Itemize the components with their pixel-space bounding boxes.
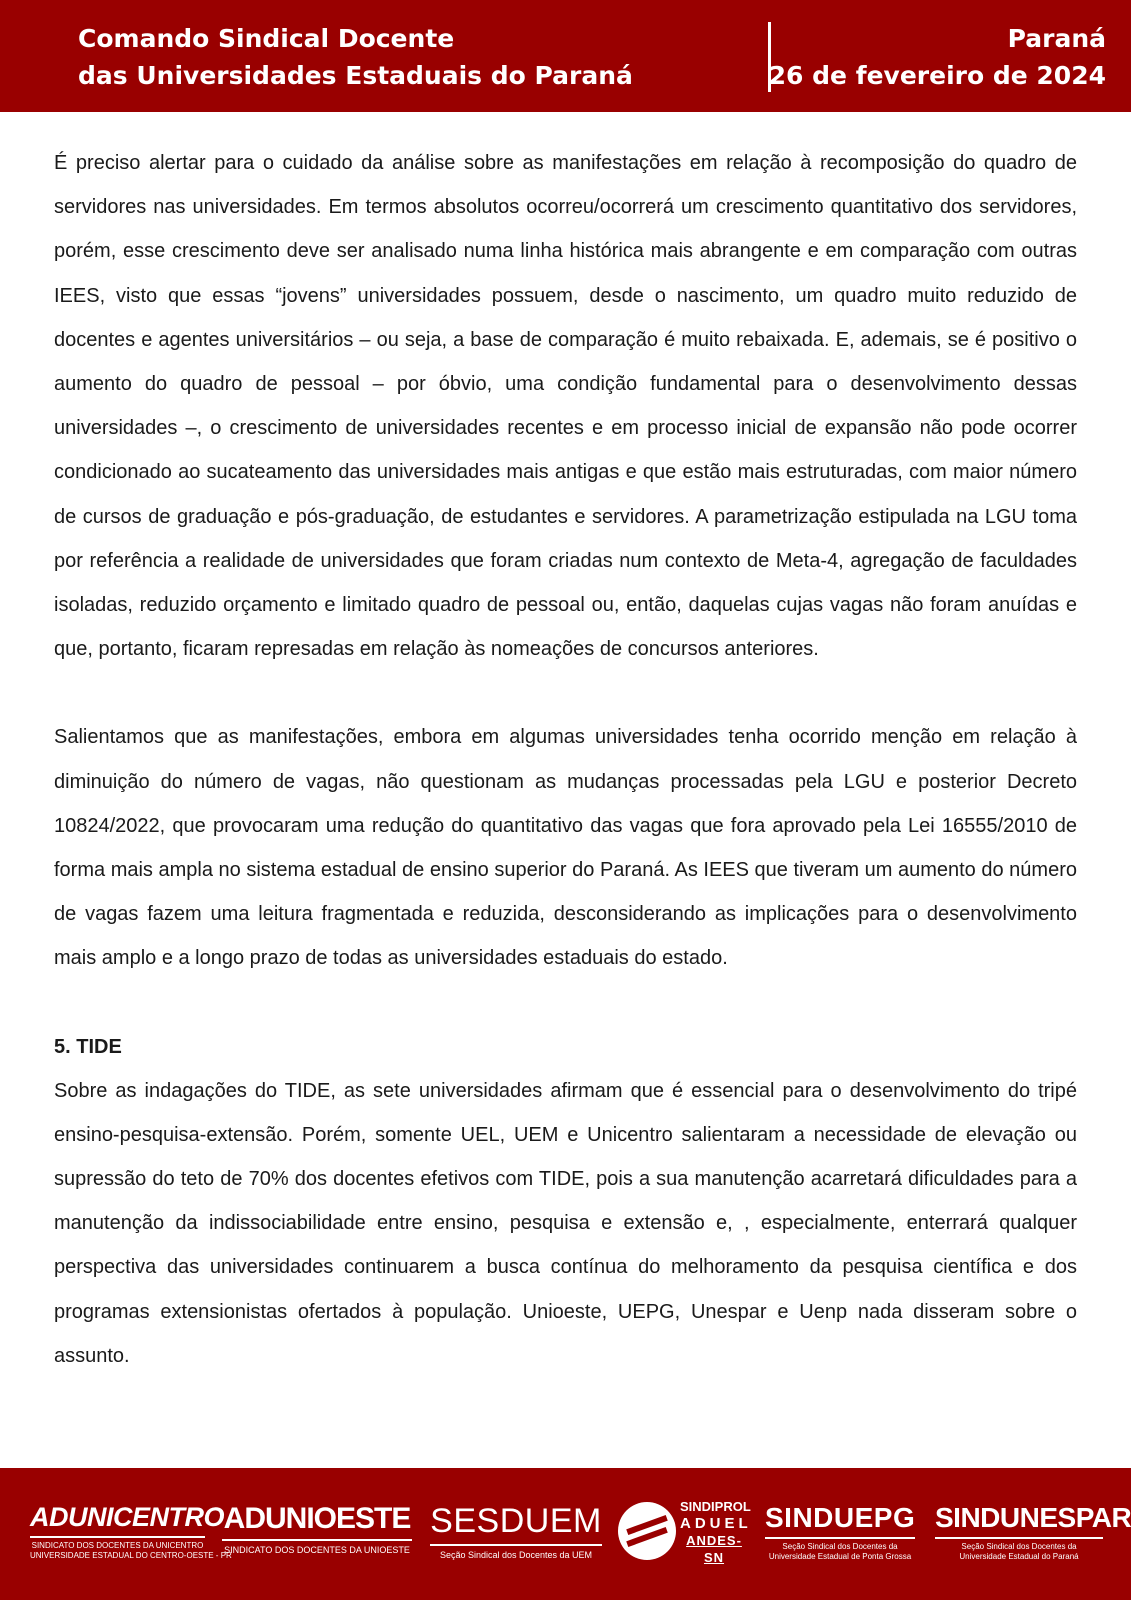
logo-rule	[30, 1536, 205, 1538]
location: Paraná	[1007, 24, 1106, 53]
logo-rule	[430, 1544, 602, 1546]
sesduem-logo	[430, 1502, 602, 1560]
paragraph-manifestacoes: Salientamos que as manifestações, embora em algumas universidades tenha ocorrido menção em relação à diminuição do número de vagas, não questionam as mudanças processadas pela LGU e posterior Decreto 10824/2022, que provocaram uma redução do quantitativo das vagas que fora aprovado pela Lei 16555/2010 de forma mais ampla no sistema estadual de ensino superior do Paraná. As IEES que tiveram um aumento do número de vagas fazem uma leitura fragmentada e reduzida, desconsiderando as implicações para o desenvolvimento mais amplo e a longo prazo de todas as universidades estaduais do estado.	[54, 726, 1077, 970]
sindiprol-aduel-logo	[618, 1498, 752, 1565]
logo-name: SINDIPROL	[680, 1499, 751, 1514]
adunioeste-logo	[222, 1502, 412, 1555]
logo-subtitle: Seção Sindical dos Docentes da	[782, 1542, 898, 1551]
logo-rule	[935, 1537, 1103, 1539]
paragraph-tide: Sobre as indagações do TIDE, as sete universidades afirmam que é essencial para o desenvolvimento do tripé ensino-pesquisa-extensão. Porém, somente UEL, UEM e Unicentro salientaram a necessidade de elevação ou supressão do teto de 70% dos docentes efetivos com TIDE, pois a sua manutenção acarretará dificuldades para a manutenção da indissociabilidade entre ensino, pesquisa e extensão e, , especialmente, enterrará qualquer perspectiva das universidades continuarem a busca contínua do melhoramento da pesquisa científica e dos programas extensionistas ofertados à população. Unioeste, UEPG, Unespar e Uenp nada disseram sobre o assunto.	[54, 1079, 1077, 1367]
logo-name: ADUNICENTRO	[30, 1502, 224, 1532]
sinduepg-logo	[765, 1502, 915, 1562]
logo-name: SINDUEPG	[765, 1502, 916, 1533]
logo-name: SINDUNESPAR	[935, 1502, 1131, 1533]
logo-subtitle: SINDICATO DOS DOCENTES DA UNIOESTE	[224, 1545, 410, 1555]
date: 26 de fevereiro de 2024	[768, 61, 1106, 90]
paragraph-spacer	[54, 671, 1077, 715]
paragraph-spacer	[54, 981, 1077, 1025]
logo-name-stack	[680, 1498, 752, 1566]
logo-subtitle: Seção Sindical dos Docentes da	[961, 1542, 1077, 1551]
organization-title-line-2: das Universidades Estaduais do Paraná	[78, 61, 633, 90]
logo-subtitle: Universidade Estadual de Ponta Grossa	[768, 1552, 912, 1561]
logo-name: ADUNIOESTE	[223, 1502, 411, 1535]
logo-rule	[222, 1539, 412, 1541]
adunicentro-logo	[30, 1502, 232, 1561]
logo-rule	[765, 1537, 915, 1539]
sindiprol-emblem-icon	[618, 1502, 676, 1560]
organization-title	[78, 20, 633, 94]
logo-name: ANDES-SN	[686, 1533, 742, 1565]
document-body	[54, 141, 1077, 1378]
logo-name: SESDUEM	[430, 1502, 602, 1540]
sindunespar-logo	[935, 1502, 1131, 1562]
logo-subtitle: UNIVERSIDADE ESTADUAL DO CENTRO-OESTE - PR	[30, 1551, 232, 1560]
logo-subtitle: Seção Sindical dos Docentes da UEM	[439, 1550, 593, 1560]
paragraph-recomposicao: É preciso alertar para o cuidado da análise sobre as manifestações em relação à recomposição do quadro de servidores nas universidades. Em termos absolutos ocorreu/ocorrerá um crescimento quantitativo dos servidores, porém, esse crescimento deve ser analisado numa linha histórica mais abrangente e em comparação com outras IEES, visto que essas “jovens” universidades possuem, desde o nascimento, um quadro muito reduzido de docentes e agentes universitários – ou seja, a base de comparação é muito rebaixada. E, ademais, se é positivo o aumento do quadro de pessoal – por óbvio, uma condição fundamental para o desenvolvimento dessas universidades –, o crescimento de universidades recentes e em processo inicial de expansão não pode ocorrer condicionado ao sucateamento das universidades mais antigas e que estão mais estruturadas, com maior número de cursos de graduação e pós-graduação, de estudantes e servidores. A parametrização estipulada na LGU toma por referência a realidade de universidades que foram criadas num contexto de Meta-4, agregação de faculdades isoladas, reduzido orçamento e limitado quadro de pessoal ou, então, daquelas cujas vagas não foram anuídas e que, portanto, ficaram represadas em relação às nomeações de concursos anteriores.	[54, 152, 1077, 661]
page-footer	[0, 1468, 1131, 1600]
header-location-date	[769, 20, 1106, 94]
page-header	[0, 0, 1131, 112]
organization-title-line-1: Comando Sindical Docente	[78, 24, 455, 53]
logo-subtitle: Universidade Estadual do Paraná	[959, 1552, 1079, 1561]
section-title-tide: 5. TIDE	[54, 1035, 122, 1058]
logo-name: ADUEL	[680, 1515, 752, 1532]
logo-subtitle: SINDICATO DOS DOCENTES DA UNICENTRO	[31, 1541, 204, 1550]
